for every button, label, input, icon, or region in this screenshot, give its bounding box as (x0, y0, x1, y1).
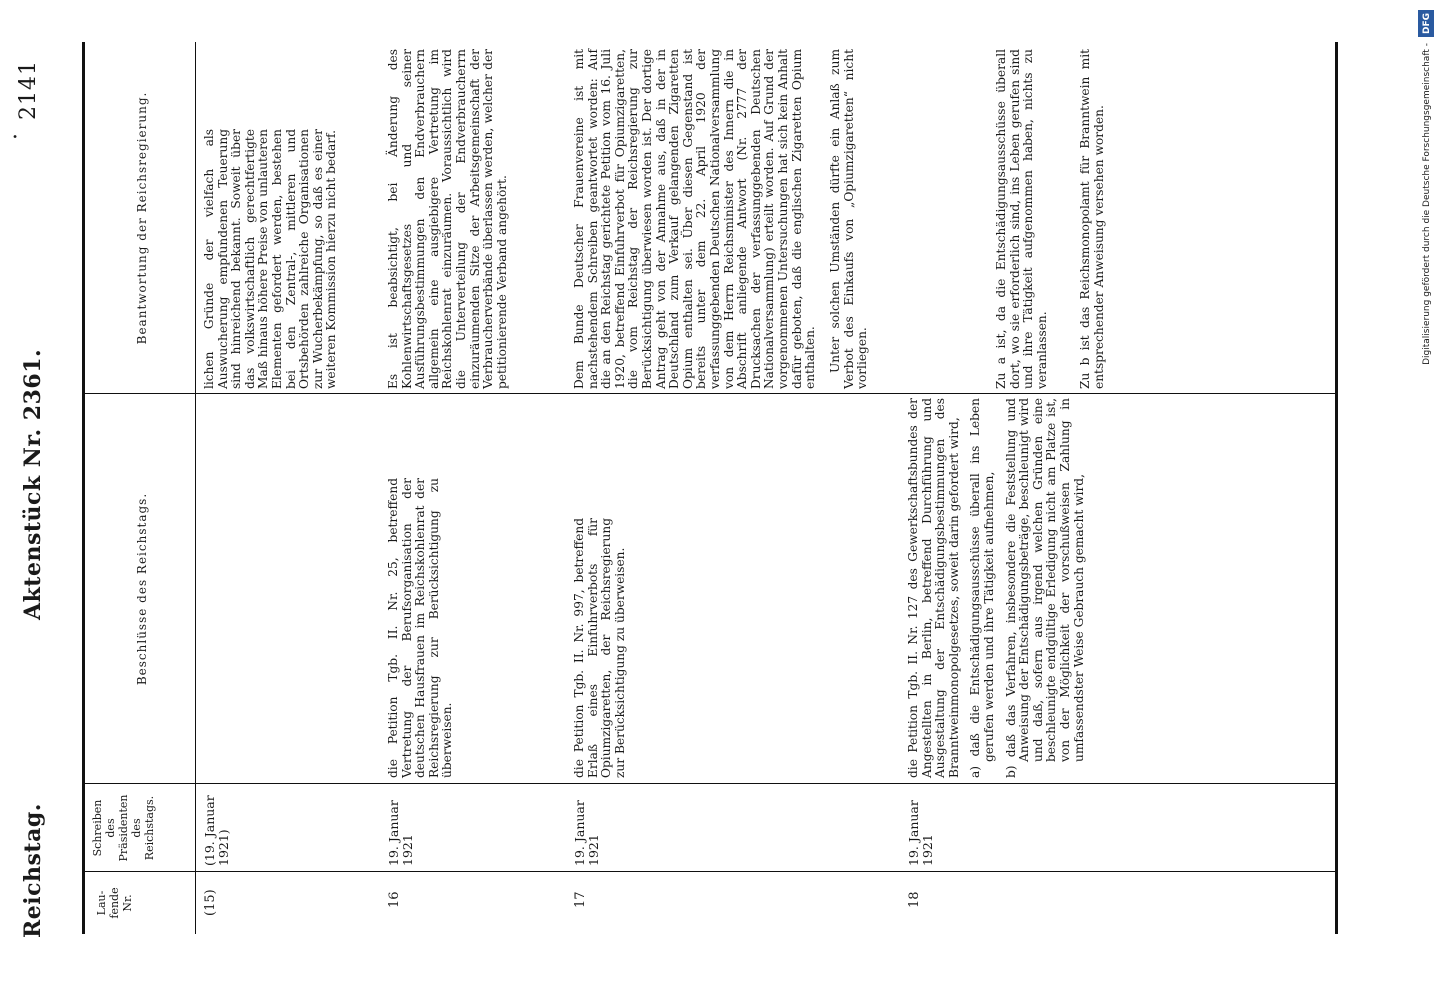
row-16-antwort: Es ist beabsichtigt, bei Änderung des Kohlenwirtschaftsgesetzes und seiner Ausführungsbestimmungen den Endverbrauchern allgemein eine ausgiebigere Vertretung im Reichskohlenrat einzuräumen. Voraussichtlich wird die Unterverteilung der Endverbraucherrn einzuräumenden Sitze der Arbeitsgemeinschaft der Verbraucherverbände überlassen werden, welcher der petitionierende Verband angehört. (386, 49, 509, 389)
dfg-logo-icon: DFG (1418, 10, 1434, 37)
header-beschluesse: Beschlüsse des Reichstags. (135, 492, 149, 686)
col-divider-3 (85, 393, 1335, 394)
row-17-beschluss: die Petition Tgb. II. Nr. 997, betreffend Erlaß eines Einfuhrverbots für Opiumzigaretten, der Reichsregierung zur Berücksichtigung zu überweisen. (572, 518, 627, 778)
col-divider-2 (85, 783, 1335, 784)
row-16-date: 19. Januar 1921 (386, 800, 415, 866)
document-title: Aktenstück Nr. 2361. (20, 348, 46, 620)
row-18-nr: 18 (907, 891, 922, 908)
dfg-credit-text: Digitalisierung gefördert durch die Deutsche Forschungsgemeinschaft - (1422, 43, 1432, 365)
row-16-beschluss: die Petition Tgb. II. Nr. 25, betreffend Vertretung der Berufsorganisation der deutschen Hausfrauen im Reichskohlenrat der Reichsregierung zur Berücksichtigung zu überweisen. (386, 478, 455, 778)
dfg-credit-strip (1418, 0, 1434, 1000)
row-18-date: 19. Januar 1921 (906, 800, 935, 866)
row-16-nr: 16 (387, 891, 402, 908)
header-schreiben: Schreiben des Präsidenten des Reichstags. (91, 794, 156, 862)
row-17-antwort: Dem Bunde Deutscher Frauenvereine ist mit nachstehendem Schreiben geantwortet worden: Auf die an den Reichstag gerichtete Petition vom 16. Juli 1920, betreffend Einfuhrverbot für Opiumzigaretten, die vom Reichstag der Reichsregierung zur Berücksichtigung überwiesen worden ist. Der dortige Antrag geht von der Annahme aus, daß in der in Deutschland zum Verkauf gelangenden Zigaretten Opium enthalten sei. Über diesen Gegenstand ist bereits unter dem 22. April 1920 der verfassunggebenden Deutschen Nationalversammlung von dem Herrn Reichsminister des Innern die in Abschrift anliegende Antwort (Nr. 2777 der Drucksachen der verfassunggebenden Deutschen Nationalversammlung) erteilt worden. Auf Grund der vorgenommenen Untersuchungen hat sich kein Anhalt dafür geboten, daß die englischen Zigaretten Opium enthalten. (572, 49, 818, 389)
page-number: 2141 (16, 60, 41, 120)
row-17-nr: 17 (573, 891, 588, 908)
petition-table (82, 42, 1338, 934)
row-18-beschluss-b: b) daß das Verfahren, insbesondere die Feststellung und Anweisung der Entschädigungsbeträge, beschleunigt wird und daß, sofern aus irgend welchen Gründen eine beschleunigte endgültige Erledigung nicht am Platze ist, von der Möglichkeit der vorschußweisen Zahlung in umfassendster Weise Gebrauch gemacht wird, (1003, 398, 1086, 778)
header-lfd-nr: Lau- fende Nr. (95, 887, 134, 919)
row-18-antwort-a: Zu a ist, da die Entschädigungsausschüsse überall dort, wo sie erforderlich sind, ins Leben gerufen sind und ihre Tätigkeit aufgenommen haben, nichts zu veranlassen. (994, 49, 1049, 389)
row-15-date: (19. Januar 1921) (202, 795, 231, 866)
header-left: Reichstag. (20, 803, 46, 938)
row-17-date: 19. Januar 1921 (572, 800, 601, 866)
row-18-beschluss-intro: die Petition Tgb. II. Nr. 127 des Gewerkschaftsbundes der Angestellten in Berlin, betreffend Durchführung und Ausgestaltung der Entschädigungsbestimmungen des Branntweinmonopolgesetzes, soweit darin gefordert wird, (906, 398, 961, 778)
row-15-nr: (15) (203, 889, 218, 916)
header-beantwortung: Beantwortung der Reichsregierung. (135, 91, 149, 345)
col-divider-1 (85, 871, 1335, 872)
row-18-beschluss-a: a) daß die Entschädigungsausschüsse überall ins Leben gerufen werden und ihre Tätigkeit aufnehmen, (968, 398, 996, 778)
row-18-beschluss (907, 398, 1086, 778)
row-15-antwort: lichen Gründe der vielfach als Auswucherung empfundenen Teuerung sind hinreichend bekannt. Soweit über das volkswirtschaftlich gerechtfertigte Maß hinaus höhere Preise von unlauteren Elementen gefordert werden, bestehen bei den Zentral-, mittleren und Ortsbehörden zahlreiche Organisationen zur Wucherbekämpfung, so daß es einer weiteren Kommission hierzu nicht bedarf. (202, 129, 339, 389)
header-dot: · (4, 133, 29, 140)
row-17-antwort-2: Unter solchen Umständen dürfte ein Anlaß zum Verbot des Einkaufs von „Opiumzigaretten“ nicht vorliegen. (828, 49, 870, 389)
header-separator (195, 42, 196, 934)
row-18-antwort-b: Zu b ist das Reichsmonopolamt für Branntwein mit entsprechender Anweisung versehen worden. (1078, 49, 1106, 389)
